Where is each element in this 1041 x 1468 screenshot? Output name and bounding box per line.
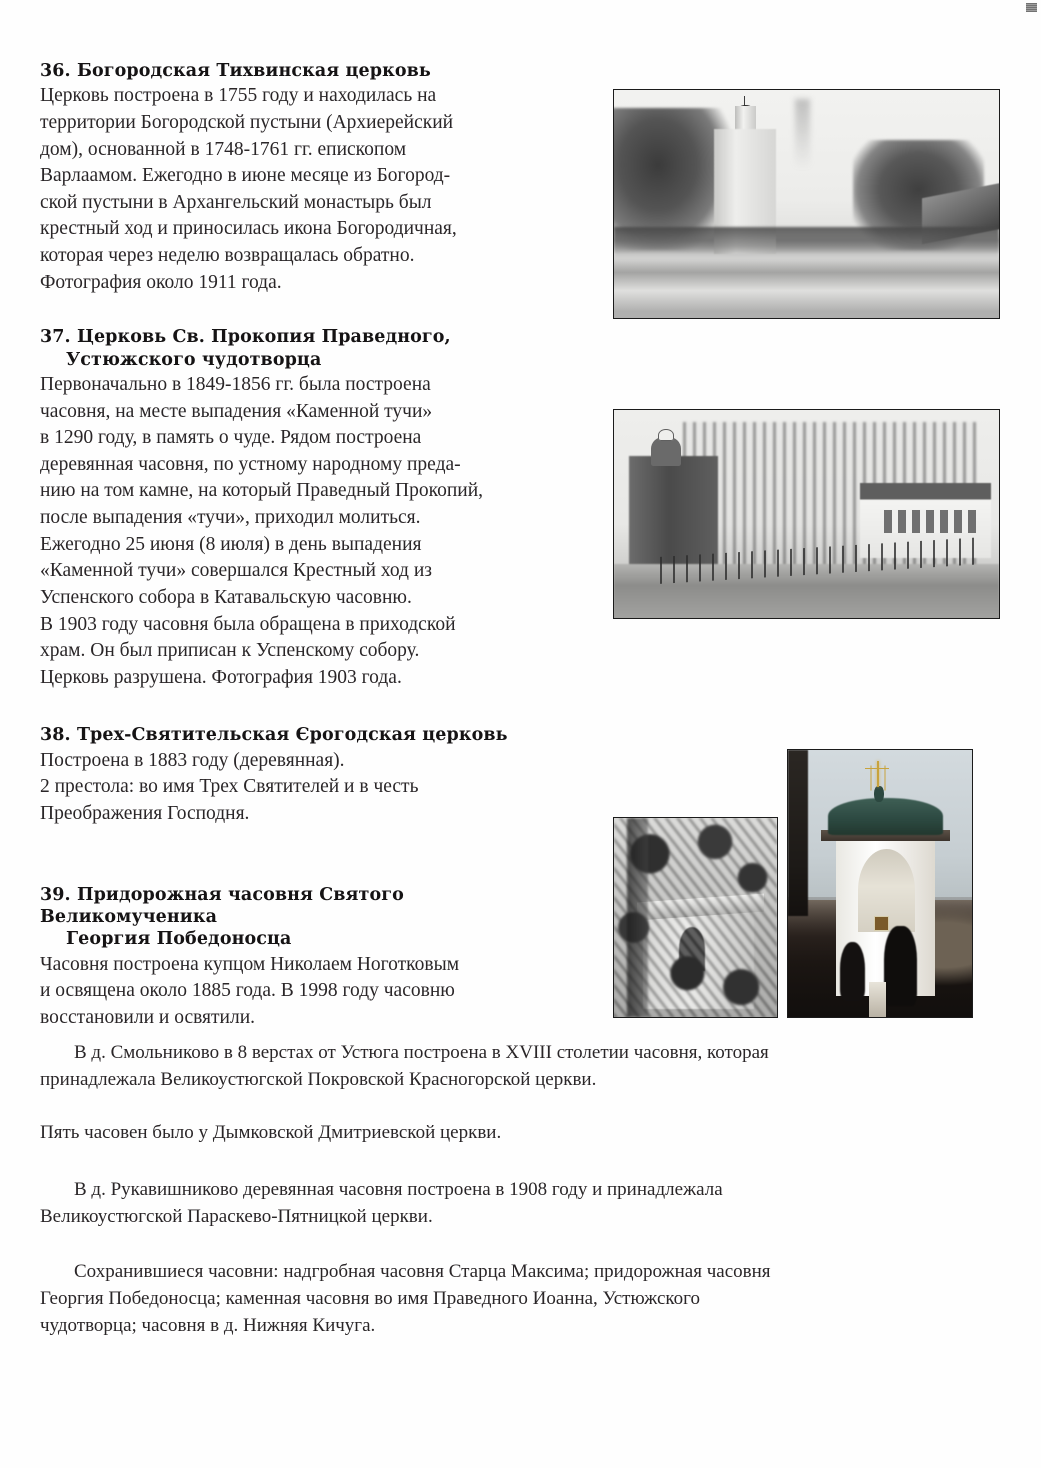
entry-37-body [40,372,552,691]
note-rukavishnikovo [40,1177,948,1231]
entry-36 [40,60,552,296]
entry-39-title-line-2: Георгия Победоносца [66,929,292,950]
entry-37-line-7: Ежегодно 25 июня (8 июля) в день выпадения [40,533,422,555]
entry-37-line-6: после выпадения «тучи», приходил молиться. [40,507,421,529]
cloud-wisp-icon [795,99,810,167]
note-smolnikovo-line-2: принадлежала Великоустюгской Покровской Красногорской церкви. [40,1068,597,1090]
foreground-post-icon [788,750,808,916]
river-bank-icon [614,227,999,259]
spacer-after-36 [40,296,552,326]
entry-37-line-10: В 1903 году часовня была обращена в приходской [40,613,456,635]
photo-bogorodskaya-church [613,89,1000,319]
entry-37-line-1: Первоначально в 1849-1856 гг. была построена [40,374,431,396]
entry-36-line-7: которая через неделю возвращалась обратно. [40,245,415,267]
entry-39-body [40,952,552,1032]
note-rukavishnikovo-line-2: Великоустюгской Параскево-Пятницкой церкви. [40,1205,433,1227]
photo-bogorodskaya-image [614,90,999,318]
left-text-column [40,60,552,1032]
bottom-notes-column [40,1040,948,1340]
entry-36-line-1: Церковь построена в 1755 году и находилась на [40,85,437,107]
spacer-note-1 [40,1094,948,1120]
photo-erogodskaya-chapel [613,817,778,1018]
photo-prokopiy-image [614,410,999,618]
entry-37-line-5: нию на том камне, на который Праведный Прокопий, [40,480,484,502]
entry-37 [40,326,552,691]
photo-georgiy-chapel [787,749,973,1018]
photo-erogodskaya-image [614,818,777,1017]
spacer-note-2 [40,1147,948,1177]
cupola-icon [658,429,673,441]
spacer-note-3 [40,1231,948,1259]
entry-36-line-6: крестный ход и приносилась икона Богородичная, [40,218,457,240]
entry-38-body [40,748,552,828]
spacer-after-38 [40,828,552,884]
entry-37-line-2: часовня, на месте выпадения «Каменной тучи» [40,400,433,422]
cross-bar-icon [865,768,889,770]
entry-37-title-line-2: Устюжского чудотворца [66,349,322,370]
entry-38-title-line-1: 38. Трех-Святительская Єрогодская церковь [40,725,508,746]
cross-icon [877,761,879,788]
entry-37-line-12: Церковь разрушена. Фотография 1903 года. [40,666,402,688]
entry-37-line-11: храм. Он был приписан к Успенскому собору. [40,640,420,662]
entry-38-line-2: 2 престола: во имя Трех Святителей и в честь [40,776,419,798]
entry-39-line-2: и освящена около 1885 года. В 1998 году часовню [40,980,455,1002]
entry-36-line-4: Варлаамом. Ежегодно в июне месяце из Богород- [40,165,451,187]
photo-georgiy-image [788,750,972,1017]
note-surviving-line-3: чудотворца; часовня в д. Нижняя Кичуга. [40,1314,376,1336]
entry-39-line-1: Часовня построена купцом Николаем Ноготковым [40,953,460,975]
note-surviving-chapels [40,1259,948,1340]
note-rukavishnikovo-line-1: В д. Рукавишниково деревянная часовня построена в 1908 году и принадлежала [74,1178,723,1200]
foreground-figure-left-icon [840,942,866,1001]
entry-37-title [40,326,552,371]
entry-37-line-3: в 1290 году, в память о чуде. Рядом построена [40,427,422,449]
building-windows-icon [884,510,976,533]
roof-finial-icon [874,786,883,802]
chapel-roof-icon [828,798,942,835]
entry-36-line-2: территории Богородской пустыни (Архиерейский [40,112,454,133]
entry-39-title-line-1: 39. Придорожная часовня Святого Великомученика [40,884,404,927]
entry-37-line-8: «Каменной тучи» совершался Крестный ход из [40,560,432,582]
note-surviving-line-2: Георгия Победоносца; каменная часовня во имя Праведного Иоанна, Устюжского [40,1287,700,1309]
spacer-after-37 [40,691,552,724]
entry-36-title-line-1: 36. Богородская Тихвинская церковь [40,61,431,81]
foreground-figure-right-icon [884,926,917,1006]
entry-38-line-3: Преображения Господня. [40,802,250,824]
note-surviving-line-1: Сохранившиеся часовни: надгробная часовня Старца Максима; придорожная часовня [74,1260,771,1282]
note-smolnikovo [40,1040,948,1094]
entry-38-title [40,724,552,746]
note-dymkovo [40,1120,948,1147]
scan-artifact-icon [1026,3,1037,12]
entry-38 [40,724,552,827]
entry-38-line-1: Построена в 1883 году (деревянная). [40,749,345,771]
entry-37-line-9: Успенского собора в Катавальскую часовню. [40,586,412,608]
niche-icon-image [874,916,889,931]
entry-36-line-3: дом), основанной в 1748-1761 гг. епископом [40,138,407,160]
entry-36-title [40,60,552,82]
entry-37-title-line-1: 37. Церковь Св. Прокопия Праведного, [40,327,451,348]
photo-prokopiy-church [613,409,1000,619]
tree-trunk-icon [627,818,648,1017]
entry-36-line-5: ской пустыни в Архангельский монастырь был [40,191,432,213]
entry-36-body [40,83,552,296]
note-dymkovo-line-1: Пять часовен было у Дымковской Дмитриевской церкви. [40,1121,502,1143]
entry-39 [40,884,552,1032]
white-bollard-icon [869,982,886,1017]
entry-36-line-8: Фотография около 1911 года. [40,271,282,293]
entry-39-title [40,884,552,951]
note-smolnikovo-line-1: В д. Смольниково в 8 верстах от Устюга построена в XVIII столетии часовня, которая [74,1042,769,1063]
church-drum-icon [651,437,682,466]
entry-37-line-4: деревянная часовня, по устному народному преда- [40,453,461,475]
entry-39-line-3: восстановили и освятили. [40,1006,256,1028]
